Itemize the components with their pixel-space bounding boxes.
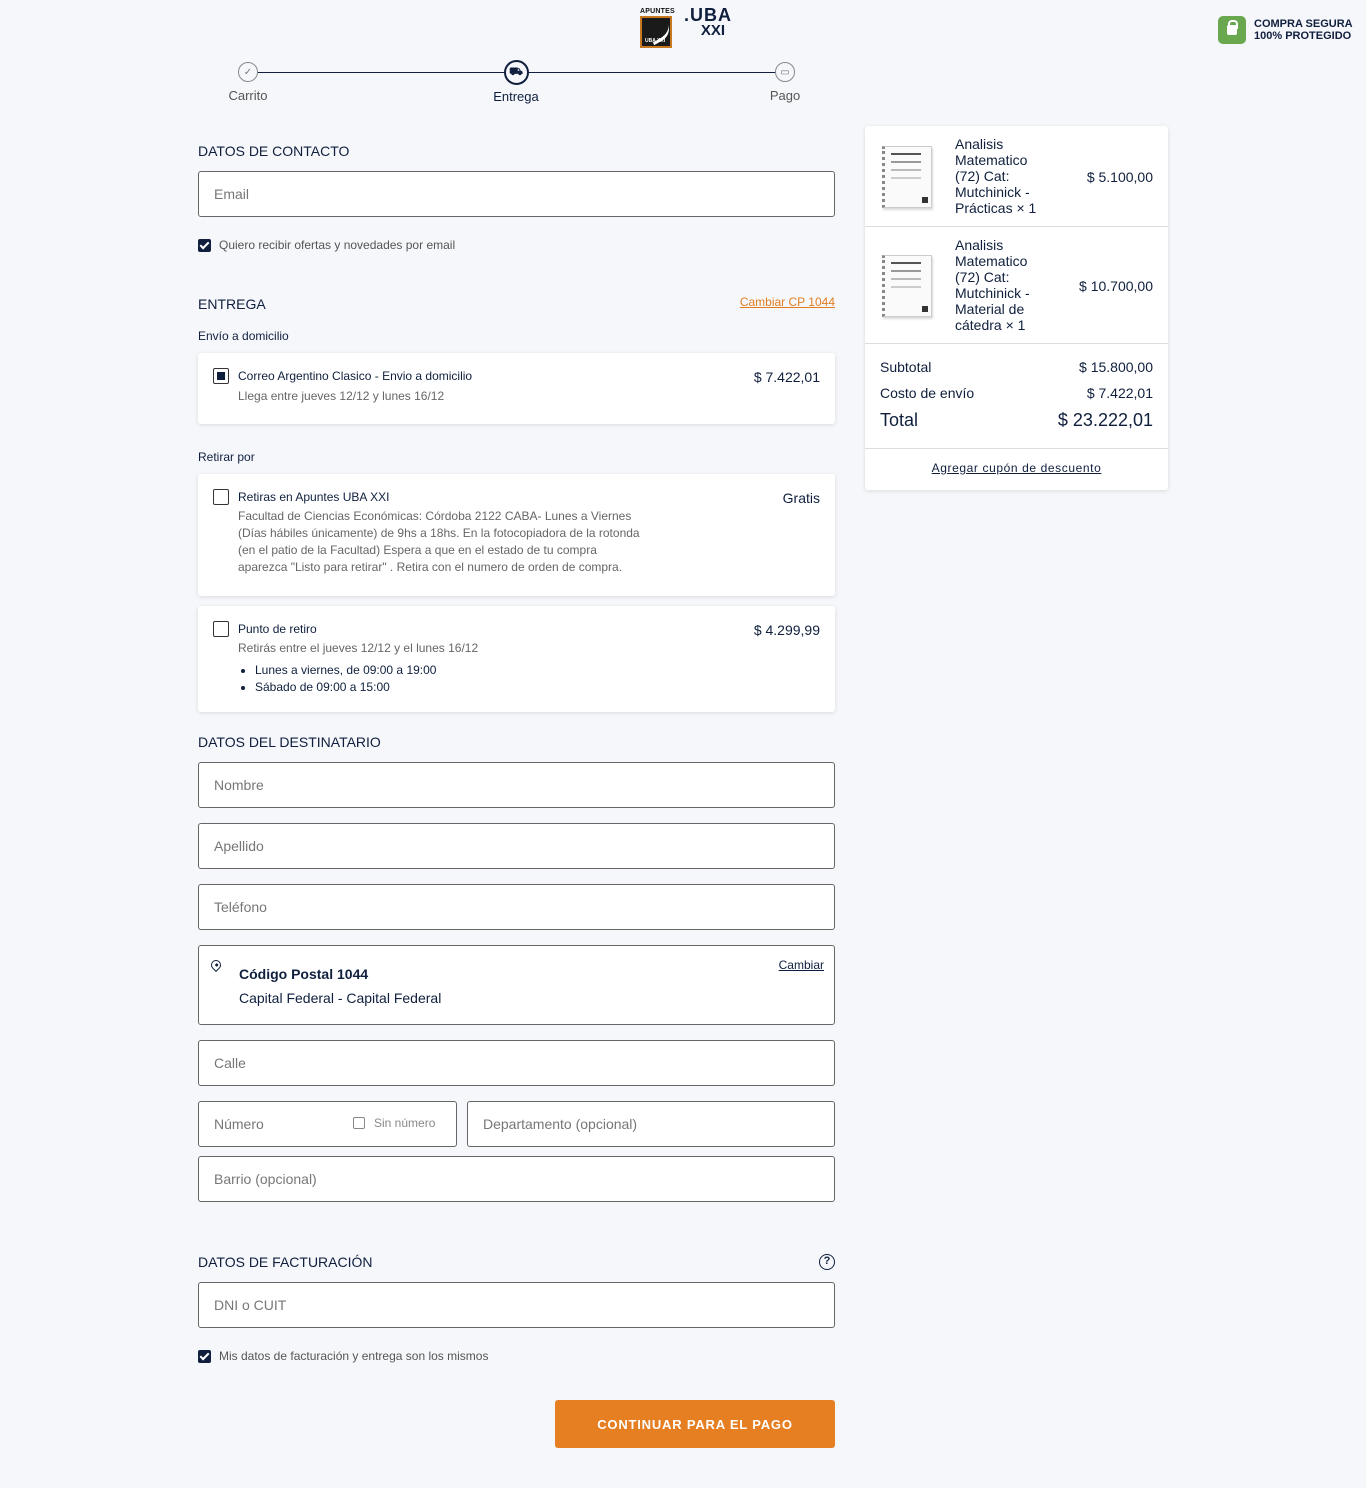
- pickup-option-store[interactable]: [198, 474, 835, 596]
- product-name: Analisis Matematico (72) Cat: Mutchinick - Material de cátedra × 1: [955, 237, 1030, 333]
- postal-code-location: Capital Federal - Capital Federal: [239, 990, 442, 1006]
- email-input[interactable]: [198, 171, 835, 217]
- shipping-option-home[interactable]: [198, 353, 835, 424]
- logo-emblem-icon: [640, 16, 672, 48]
- postal-code-card: [198, 945, 835, 1025]
- pickup-point-radio[interactable]: [213, 621, 229, 637]
- logo-line2: XXI: [700, 22, 726, 39]
- apellido-input[interactable]: [198, 823, 835, 869]
- logo-mark: [640, 8, 674, 48]
- shipping-cost-value: $ 7.422,01: [1086, 385, 1153, 401]
- departamento-input[interactable]: [467, 1101, 835, 1147]
- calle-input[interactable]: [198, 1040, 835, 1086]
- same-data-checkbox[interactable]: [198, 1350, 211, 1363]
- shipping-option-radio[interactable]: [213, 368, 229, 384]
- billing-section-title: DATOS DE FACTURACIÓN: [198, 1254, 373, 1270]
- product-thumbnail: [882, 255, 932, 317]
- pickup-hours-item: • Sábado de 09:00 a 15:00: [255, 679, 436, 696]
- newsletter-checkbox-row[interactable]: [198, 238, 455, 252]
- sin-numero-checkbox-row[interactable]: [353, 1116, 435, 1130]
- pickup-option-desc: [238, 508, 640, 576]
- contact-section-title: DATOS DE CONTACTO: [198, 143, 350, 159]
- subtotal-label: Subtotal: [880, 359, 932, 375]
- sin-numero-checkbox[interactable]: [353, 1117, 365, 1129]
- pickup-desc-line: (Días hábiles únicamente) de 9hs a 18hs. En la fotocopiadora de la rotonda: [238, 526, 640, 540]
- home-delivery-label: Envío a domicilio: [198, 329, 289, 343]
- pickup-option-price: Gratis: [782, 490, 820, 506]
- product-thumbnail: [882, 146, 932, 208]
- logo-wordmark: [684, 5, 732, 39]
- summary-product: [865, 227, 1168, 344]
- product-name: Analisis Matematico (72) Cat: Mutchinick - Prácticas × 1: [955, 136, 1037, 216]
- secure-line1: COMPRA SEGURA: [1254, 18, 1353, 30]
- same-data-checkbox-row[interactable]: [198, 1349, 488, 1363]
- pickup-point-hours: [255, 662, 436, 696]
- postal-code-title: Código Postal 1044: [239, 966, 369, 982]
- newsletter-checkbox[interactable]: [198, 239, 211, 252]
- step-label: Carrito: [228, 88, 268, 103]
- pickup-point-title: Punto de retiro: [238, 622, 317, 636]
- truck-icon: ⛟: [504, 60, 529, 85]
- check-icon: ✓: [238, 62, 258, 82]
- logo-line1: .UBA: [684, 5, 732, 25]
- product-price: $ 10.700,00: [1079, 278, 1153, 294]
- summary-product: [865, 126, 1168, 227]
- step-entrega: [466, 60, 566, 104]
- lock-shield-icon: [1218, 16, 1246, 44]
- step-pago: [735, 60, 835, 103]
- secure-text: [1254, 18, 1353, 42]
- same-data-label: Mis datos de facturación y entrega son los mismos: [219, 1349, 489, 1363]
- pickup-desc-line: aparezca "Listo para retirar" . Retira con el numero de orden de compra.: [238, 560, 623, 574]
- change-postal-code-link[interactable]: Cambiar: [778, 958, 824, 972]
- pickup-desc-line: (en el patio de la Facultad) Espera a que en el estado de tu compra: [238, 543, 597, 557]
- total-row: [880, 410, 1153, 431]
- pickup-option-point[interactable]: [198, 606, 835, 712]
- secure-line2: 100% PROTEGIDO: [1254, 30, 1352, 42]
- pickup-desc-line: Facultad de Ciencias Económicas: Córdoba 2122 CABA- Lunes a Viernes: [238, 509, 632, 523]
- step-label: Entrega: [493, 89, 539, 104]
- total-label: Total: [880, 410, 919, 430]
- order-summary: [865, 126, 1168, 490]
- shipping-option-desc: Llega entre jueves 12/12 y lunes 16/12: [238, 389, 445, 403]
- pickup-hours-item: • Lunes a viernes, de 09:00 a 19:00: [255, 662, 436, 679]
- shipping-cost-label: Costo de envío: [880, 385, 975, 401]
- barrio-input[interactable]: [198, 1156, 835, 1202]
- pickup-point-price: $ 4.299,99: [753, 622, 820, 638]
- step-label: Pago: [769, 88, 801, 103]
- step-carrito[interactable]: [198, 60, 298, 103]
- help-icon[interactable]: ?: [819, 1254, 835, 1270]
- secure-purchase-badge: [1218, 16, 1353, 44]
- add-coupon-link[interactable]: Agregar cupón de descuento: [865, 448, 1168, 475]
- recipient-section-title: DATOS DEL DESTINATARIO: [198, 734, 381, 750]
- location-pin-icon: [209, 958, 223, 972]
- shipping-cost-row: [880, 385, 1153, 401]
- continue-to-payment-button[interactable]: CONTINUAR PARA EL PAGO: [555, 1400, 835, 1448]
- change-cp-link[interactable]: Cambiar CP 1044: [739, 295, 835, 309]
- product-price: $ 5.100,00: [1086, 169, 1153, 185]
- nombre-input[interactable]: [198, 762, 835, 808]
- subtotal-value: $ 15.800,00: [1079, 359, 1153, 375]
- numero-field: [198, 1101, 457, 1147]
- brand-logo[interactable]: [640, 5, 732, 48]
- card-icon: ▭: [775, 62, 795, 82]
- delivery-section-title: ENTREGA: [198, 296, 266, 312]
- total-value: $ 23.222,01: [1057, 410, 1153, 430]
- dni-cuit-input[interactable]: [198, 1282, 835, 1328]
- pickup-point-desc: Retirás entre el jueves 12/12 y el lunes 16/12: [238, 641, 479, 655]
- logo-top-text: APUNTES: [640, 8, 675, 15]
- pickup-option-radio[interactable]: [213, 489, 229, 505]
- shipping-option-title: Correo Argentino Clasico - Envio a domicilio: [238, 369, 473, 383]
- numero-input[interactable]: [214, 1116, 334, 1132]
- sin-numero-label: Sin número: [374, 1116, 436, 1130]
- telefono-input[interactable]: [198, 884, 835, 930]
- newsletter-label: Quiero recibir ofertas y novedades por email: [219, 238, 456, 252]
- subtotal-row: [880, 359, 1153, 375]
- checkout-stepper: [198, 60, 835, 108]
- pickup-option-title: Retiras en Apuntes UBA XXI: [238, 490, 390, 504]
- pickup-label: Retirar por: [198, 450, 255, 464]
- shipping-option-price: $ 7.422,01: [753, 369, 820, 385]
